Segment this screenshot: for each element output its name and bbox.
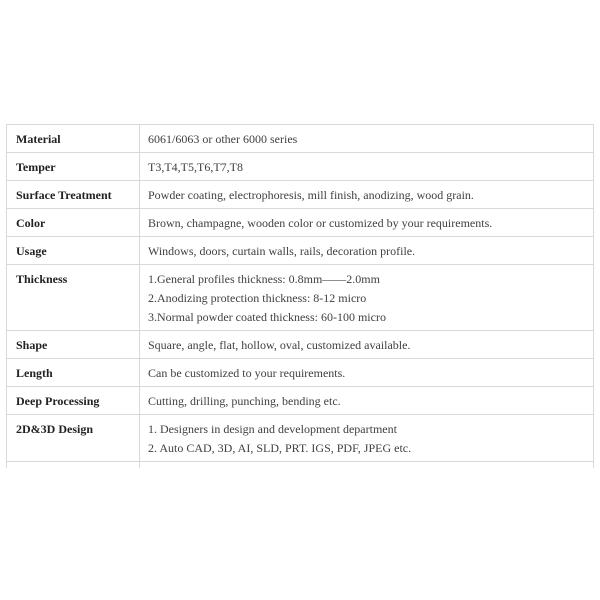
spec-value	[140, 359, 594, 387]
spec-row-thickness	[7, 265, 594, 331]
spec-value-line: 1. Designers in design and development department	[148, 422, 397, 436]
spec-value	[140, 415, 594, 462]
spec-value-line: Square, angle, flat, hollow, oval, customized available.	[148, 338, 411, 352]
spec-row-temper	[7, 153, 594, 181]
spec-value	[140, 209, 594, 237]
spec-value	[140, 331, 594, 359]
spec-value-line: Brown, champagne, wooden color or customized by your requirements.	[148, 216, 493, 230]
spec-value-line: Cutting, drilling, punching, bending etc.	[148, 394, 341, 408]
spec-value-line: T3,T4,T5,T6,T7,T8	[148, 160, 243, 174]
spec-value-line: 2. Auto CAD, 3D, AI, SLD, PRT. IGS, PDF, JPEG etc.	[148, 441, 412, 455]
spec-value	[140, 125, 594, 153]
spec-row-shape	[7, 331, 594, 359]
spec-value-line: Powder coating, electrophoresis, mill finish, anodizing, wood grain.	[148, 188, 474, 202]
spec-row-usage	[7, 237, 594, 265]
spec-value-line: Can be customized to your requirements.	[148, 366, 346, 380]
spec-label: Material	[7, 125, 140, 153]
spec-row-design	[7, 415, 594, 462]
spec-value	[140, 387, 594, 415]
spec-value	[140, 237, 594, 265]
spec-label: Thickness	[7, 265, 140, 331]
spec-label: Surface Treatment	[7, 181, 140, 209]
trailer-cell	[7, 462, 140, 469]
spec-value	[140, 153, 594, 181]
spec-value-line: 1.General profiles thickness: 0.8mm——2.0mm	[148, 272, 380, 286]
trailer-cell	[140, 462, 594, 469]
spec-label: Usage	[7, 237, 140, 265]
product-spec-table	[6, 124, 594, 468]
spec-value-line: Windows, doors, curtain walls, rails, decoration profile.	[148, 244, 416, 258]
spec-label: 2D&3D Design	[7, 415, 140, 462]
spec-row-length	[7, 359, 594, 387]
spec-value-line: 2.Anodizing protection thickness: 8-12 micro	[148, 291, 367, 305]
spec-label: Color	[7, 209, 140, 237]
spec-row-surface-treatment	[7, 181, 594, 209]
spec-value	[140, 265, 594, 331]
spec-value-line: 3.Normal powder coated thickness: 60-100 micro	[148, 310, 386, 324]
spec-row-material	[7, 125, 594, 153]
spec-label: Temper	[7, 153, 140, 181]
spec-label: Shape	[7, 331, 140, 359]
spec-row-color	[7, 209, 594, 237]
table-trailer-row	[7, 462, 594, 469]
spec-row-deep-processing	[7, 387, 594, 415]
spec-value	[140, 181, 594, 209]
spec-label: Deep Processing	[7, 387, 140, 415]
spec-label: Length	[7, 359, 140, 387]
spec-value-line: 6061/6063 or other 6000 series	[148, 132, 298, 146]
